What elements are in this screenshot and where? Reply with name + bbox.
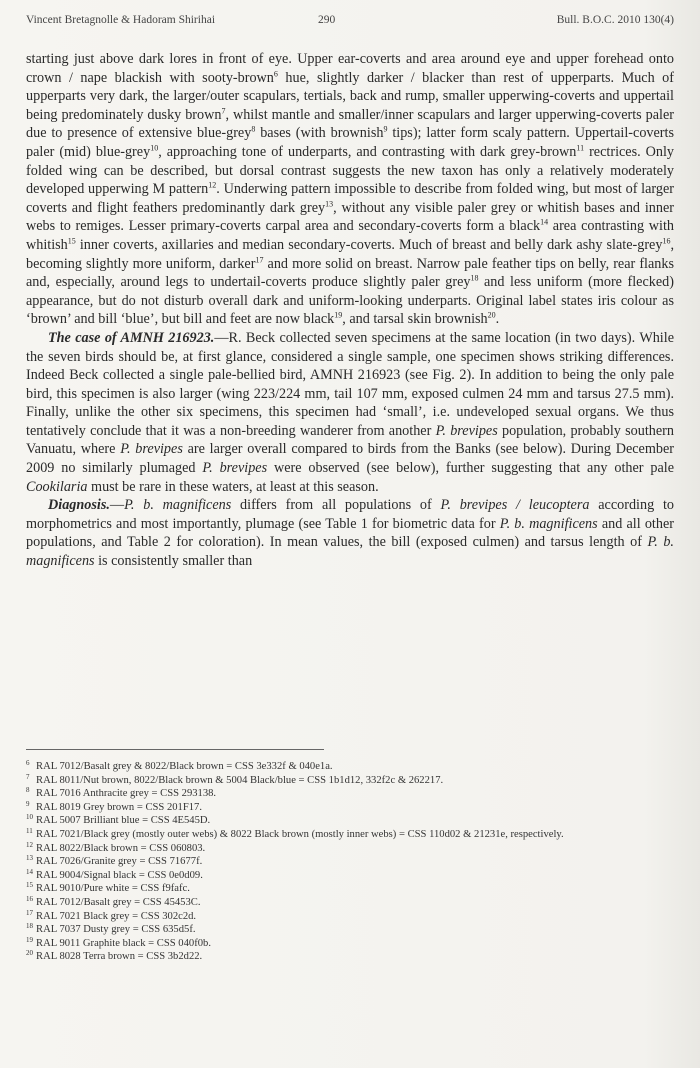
footnote: 10 RAL 5007 Brilliant blue = CSS 4E545D. bbox=[26, 813, 211, 827]
footnote-ref: 16 bbox=[662, 236, 671, 246]
footnote: 16 RAL 7012/Basalt grey = CSS 45453C. bbox=[26, 894, 201, 908]
section-heading: Diagnosis. bbox=[48, 497, 110, 514]
footnote-ref: 19 bbox=[334, 310, 343, 320]
footnote: 11 RAL 7021/Black grey (mostly outer webs) & 8022 Black brown (mostly inner webs) = CSS 110d02 & 21231e, respectively. bbox=[26, 826, 564, 840]
footnote: 7 RAL 8011/Nut brown, 8022/Black brown & 5004 Black/blue = CSS 1b1d12, 332f2c & 262217. bbox=[26, 772, 444, 786]
footnote: 18 RAL 7037 Dusty grey = CSS 635d5f. bbox=[26, 922, 196, 936]
footnote: 20 RAL 8028 Terra brown = CSS 3b2d22. bbox=[26, 949, 203, 963]
footnote: 9 RAL 8019 Grey brown = CSS 201F17. bbox=[26, 799, 202, 813]
footnote: 19 RAL 9011 Graphite black = CSS 040f0b. bbox=[26, 935, 211, 949]
footnote-ref: 10 bbox=[150, 143, 159, 153]
footnote-ref: 7 bbox=[221, 106, 226, 116]
footnote-ref: 15 bbox=[67, 236, 76, 246]
footnote: 13 RAL 7026/Granite grey = CSS 71677f. bbox=[26, 854, 203, 868]
footnotes bbox=[26, 760, 674, 964]
footnote-ref: 20 bbox=[487, 310, 496, 320]
paragraph-amnh-case: The case of AMNH 216923.—R. Beck collected seven specimens at the same location (in two days). While the seven birds should be, at first glance, considered a single sample, one specimen shows striking differences. Indeed Beck collected a single pale-bellied bird, AMNH 216923 (see Fig. 2). In addition to being the only pale bird, this specimen is also larger (wing 223/224 mm, tail 107 mm, exposed culmen 24 mm and tarsus 27.5 mm). Finally, unlike the other six specimens, this specimen had ‘small’, i.e. undeveloped sexual organs. We thus tentatively conclude that it was a non-breeding wanderer from another P. brevipes population, probably southern Vanuatu, where P. brevipes are larger overall compared to birds from the Banks (see below). During December 2009 no similarly plumaged P. brevipes were observed (see below), further suggesting that any other pale Cookilaria must be rare in these waters, at least at this season. bbox=[26, 329, 675, 495]
footnote: 8 RAL 7016 Anthracite grey = CSS 293138. bbox=[26, 786, 217, 800]
footnote-ref: 6 bbox=[273, 68, 278, 78]
page-number: 290 bbox=[318, 14, 336, 26]
footnote-ref: 17 bbox=[255, 254, 264, 264]
footnote: 17 RAL 7021 Black grey = CSS 302c2d. bbox=[26, 908, 197, 922]
footnote: 12 RAL 8022/Black brown = CSS 060803. bbox=[26, 840, 206, 854]
footnote: 6 RAL 7012/Basalt grey & 8022/Black brown = CSS 3e332f & 040e1a. bbox=[26, 759, 333, 772]
footnote-ref: 13 bbox=[325, 199, 334, 209]
journal-citation: Bull. B.O.C. 2010 130(4) bbox=[556, 14, 674, 26]
footnote: 15 RAL 9010/Pure white = CSS f9fafc. bbox=[26, 881, 190, 895]
section-heading: The case of AMNH 216923. bbox=[48, 329, 215, 346]
footnote-ref: 18 bbox=[470, 273, 479, 283]
footnote-ref: 14 bbox=[540, 217, 549, 227]
footnote-ref: 8 bbox=[251, 124, 256, 134]
running-header bbox=[26, 14, 674, 32]
main-text bbox=[26, 50, 674, 571]
footnote-ref: 12 bbox=[208, 180, 217, 190]
footnote-ref: 9 bbox=[383, 124, 388, 134]
paragraph-diagnosis: Diagnosis.—P. b. magnificens differs from all populations of P. brevipes / leucoptera according to morphometrics and most importantly, plumage (see Table 1 for biometric data for P. b. magnificens and all other populations, and Table 2 for coloration). In mean values, the bill (exposed culmen) and tarsus length of P. b. magnificens is consistently smaller than bbox=[26, 497, 674, 570]
footnote-ref: 11 bbox=[576, 143, 585, 153]
paragraph-plumage-description: starting just above dark lores in front of eye. Upper ear-coverts and area around eye and upper forehead onto crown / nape blackish with sooty-brown$^6$ hue, slightly darker / blacker than rest of upperparts. Much of upperparts very dark, the larger/outer scapulars, tertials, back and rump, smaller upperwing-coverts and uppertail being predominately dusky brown$^7$, whilst mantle and smaller/inner scapulars and larger upperwing-coverts paler due to presence of extensive blue-grey$^8$ bases (with brownish$^9$ tips); latter form scaly pattern. Uppertail-coverts paler (mid) blue-grey$^{10}$, approaching tone of underparts, and contrasting with dark grey-brown$^{11}$ rectrices. Only folded wing can be described, but dorsal contrast suggests the new taxon has only a relatively moderately developed upperwing M pattern$^{12}$. Underwing pattern impossible to describe from folded wing, but most of larger coverts and flight feathers predominantly dark grey$^{13}$, without any visible paler grey or whitish bases and inner webs to remiges. Lesser primary-coverts carpal area and secondary-coverts form a black$^{14}$ area contrasting with whitish$^{15}$ inner coverts, axillaries and median secondary-coverts. Much of breast and belly dark ashy slate-grey$^{16}$, becoming slightly more uniform, darker$^{17}$ and more solid on breast. Narrow pale feather tips on belly, rear flanks and, especially, around legs to undertail-coverts produce slightly paler grey$^{18}$ and less uniform (more flecked) appearance, but do not disturb overall dark and uniform-looking underparts. Original label states iris colour as ‘brown’ and bill ‘blue’, but bill and feet are now black$^{19}$, and tarsal skin brownish$^{20}$. bbox=[26, 51, 675, 328]
footnote: 14 RAL 9004/Signal black = CSS 0e0d09. bbox=[26, 867, 203, 881]
footnote-divider bbox=[26, 749, 324, 750]
header-authors: Vincent Bretagnolle & Hadoram Shirihai bbox=[26, 14, 216, 26]
